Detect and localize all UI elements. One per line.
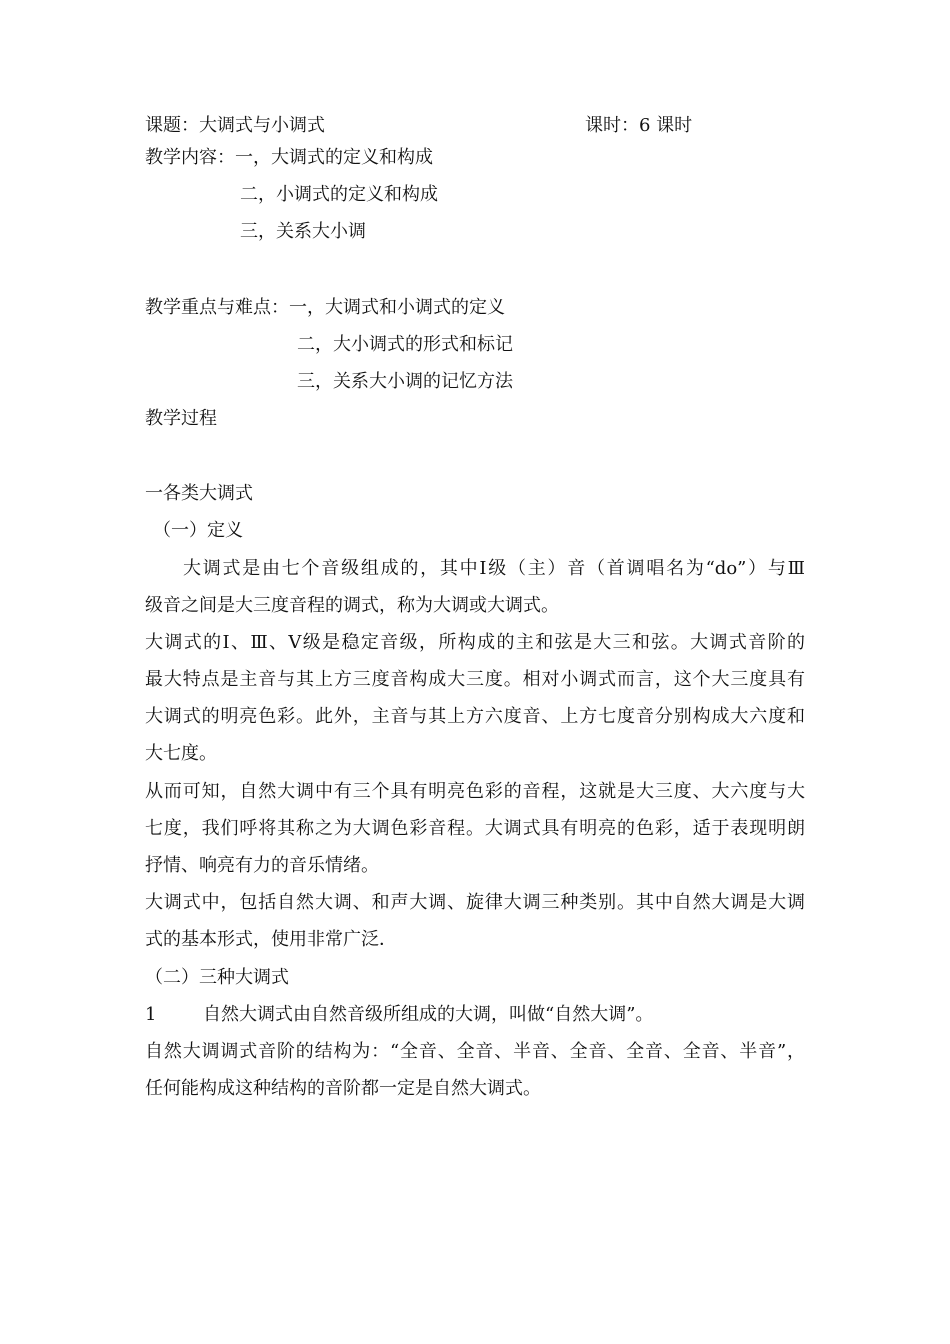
teaching-content-line-1: 教学内容：一，大调式的定义和构成: [145, 147, 433, 168]
list-item-text: 自然大调式由自然音级所组成的大调，叫做“自然大调”。: [203, 1004, 654, 1025]
paragraph-4-line-2: 式的基本形式，使用非常广泛．: [145, 929, 397, 950]
subsection-definition: （一）定义: [153, 520, 243, 541]
lesson-topic: 课题：大调式与小调式: [145, 115, 325, 136]
section-title: 一各类大调式: [145, 483, 253, 504]
paragraph-4-line-1: 大调式中，包括自然大调、和声大调、旋律大调三种类别。其中自然大调是大调: [145, 892, 805, 913]
paragraph-2-line-3: 大调式的明亮色彩。此外，主音与其上方六度音、上方七度音分别构成大六度和: [145, 706, 805, 727]
subsection-three-major-modes: （二）三种大调式: [145, 967, 289, 988]
paragraph-3-line-3: 抒情、响亮有力的音乐情绪。: [145, 855, 379, 876]
paragraph-5-line-2: 任何能构成这种结构的音阶都一定是自然大调式。: [145, 1078, 541, 1099]
paragraph-1-line-2: 级音之间是大三度音程的调式，称为大调或大调式。: [145, 595, 559, 616]
teaching-content-line-3: 三，关系大小调: [240, 221, 366, 242]
paragraph-2-line-1: 大调式的Ⅰ、Ⅲ、Ⅴ级是稳定音级，所构成的主和弦是大三和弦。大调式音阶的: [145, 632, 805, 653]
paragraph-3-line-1: 从而可知，自然大调中有三个具有明亮色彩的音程，这就是大三度、大六度与大: [145, 781, 805, 802]
paragraph-5-line-1: 自然大调调式音阶的结构为：“全音、全音、半音、全音、全音、全音、半音”，: [145, 1041, 805, 1062]
paragraph-2-line-2: 最大特点是主音与其上方三度音构成大三度。相对小调式而言，这个大三度具有: [145, 669, 805, 690]
paragraph-3-line-2: 七度，我们呼将其称之为大调色彩音程。大调式具有明亮的色彩，适于表现明朗: [145, 818, 805, 839]
paragraph-2-line-4: 大七度。: [145, 743, 217, 764]
key-points-line-3: 三，关系大小调的记忆方法: [297, 371, 513, 392]
key-points-line-1: 教学重点与难点：一，大调式和小调式的定义: [145, 297, 505, 318]
process-title: 教学过程: [145, 408, 217, 429]
teaching-content-line-2: 二，小调式的定义和构成: [240, 184, 438, 205]
list-item-number: 1: [145, 1004, 157, 1025]
paragraph-1-line-1: 大调式是由七个音级组成的，其中Ⅰ级（主）音（首调唱名为“do”）与Ⅲ: [183, 558, 805, 579]
key-points-line-2: 二，大小调式的形式和标记: [297, 334, 513, 355]
lesson-hours: 课时：6 课时: [585, 115, 693, 136]
